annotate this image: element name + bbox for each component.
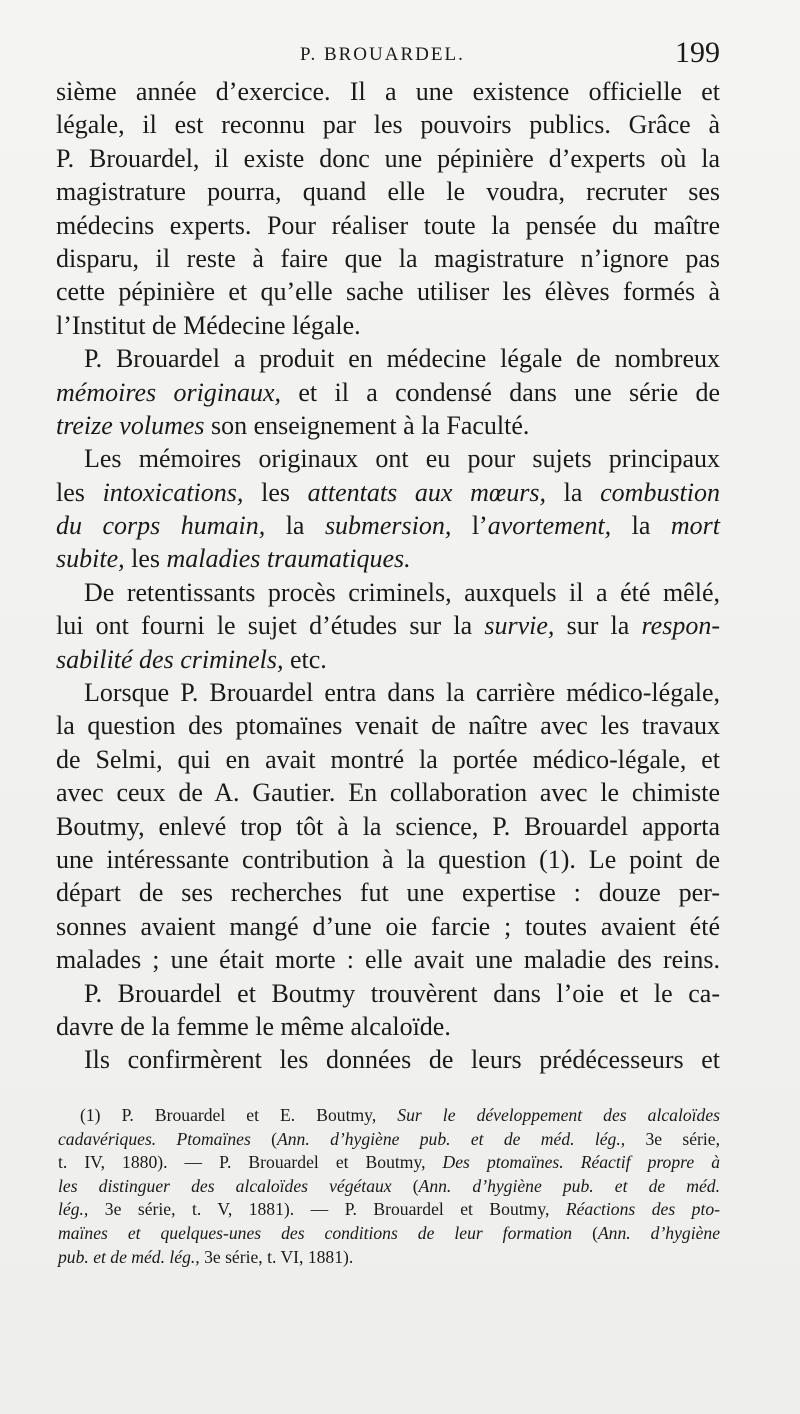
footnote-line [58, 1198, 720, 1222]
text-line: Les mémoires originaux ont eu pour sujets principaux [84, 444, 720, 474]
text-line [56, 509, 720, 542]
paragraph-4 [56, 576, 720, 676]
italic-text: cadavériques. Ptomaïnes [58, 1128, 251, 1149]
text-run: ( [391, 1175, 419, 1196]
text-line: sième année d’exercice. Il a une existence officielle et [56, 77, 720, 106]
text-run: ( [572, 1222, 598, 1243]
text-line: De retentissants procès criminels, auxquels il a été mêlé, [84, 577, 720, 607]
italic-text: Des ptomaïnes. Réactif propre à [442, 1152, 720, 1173]
text-line: une intéressante contribution à la question (1). Le point de [56, 844, 720, 874]
text-line: magistrature pourra, quand elle le voudra, recruter ses [56, 177, 720, 207]
text-line: la question des ptomaïnes venait de naître avec les travaux [56, 711, 720, 741]
text-line: l’Institut de Médecine légale. [56, 310, 361, 340]
footnote-line [58, 1175, 720, 1199]
text-line: légale, il est reconnu par les pouvoirs publics. Grâce à [56, 110, 720, 140]
paragraph-7 [56, 1043, 720, 1076]
text-line: Ils confirmèrent les données de leurs prédécesseurs et [84, 1045, 720, 1075]
italic-text: mort [670, 511, 721, 541]
text-line [56, 643, 720, 676]
italic-text: submersion, [324, 511, 452, 541]
italic-text: avortement, [487, 511, 612, 541]
text-run: 3e série, [625, 1128, 721, 1149]
text-line: avec ceux de A. Gautier. En collaboration avec le chimiste [56, 778, 720, 808]
italic-text: treize volumes [56, 410, 205, 440]
italic-text: combustion [600, 477, 721, 507]
footnote-line [58, 1222, 720, 1246]
italic-text: subite, [56, 544, 125, 574]
italic-text: maïnes et quelques-unes des conditions de leur formation [58, 1222, 573, 1243]
text-run: lui ont fourni le sujet d’études sur la [56, 611, 485, 641]
text-run: (1) P. Brouardel et E. Boutmy, [80, 1105, 398, 1125]
text-run: 3e série, t. V, 1881). — P. Brouardel et Boutmy, [88, 1199, 566, 1220]
text-run: etc. [283, 644, 327, 674]
paragraph-1 [56, 75, 720, 342]
italic-text: Sur le développement des alcaloïdes [397, 1105, 720, 1125]
running-title: P. BROUARDEL. [300, 44, 465, 65]
italic-text: survie, [484, 611, 555, 641]
italic-text: respon- [641, 611, 721, 641]
italic-text: Réactions des pto- [565, 1199, 720, 1220]
text-run: sur la [554, 611, 642, 641]
page-number: 199 [675, 36, 720, 69]
text-run: et il a condensé dans une série de [281, 377, 720, 407]
text-line: disparu, il reste à faire que la magistrature n’ignore pas [56, 243, 720, 273]
text-line [56, 609, 720, 642]
italic-text: attentats aux mœurs, [307, 477, 546, 507]
text-run: son enseignement à la Faculté. [204, 410, 530, 440]
italic-text: intoxications, [102, 477, 244, 507]
text-line [56, 542, 720, 575]
text-line: Boutmy, enlevé trop tôt à la science, P. Brouardel apporta [56, 811, 720, 841]
paragraph-6 [56, 977, 720, 1044]
italic-text: mémoires originaux, [56, 377, 282, 407]
text-line: médecins experts. Pour réaliser toute la pensée du maître [56, 210, 720, 240]
text-line [56, 376, 720, 409]
text-line: P. Brouardel, il existe donc une pépinière d’experts où la [56, 143, 720, 173]
text-run: les [124, 544, 167, 574]
text-run: la [265, 511, 325, 541]
text-run: les [243, 477, 308, 507]
text-run: les [56, 477, 103, 507]
footnote-line [58, 1128, 720, 1152]
text-line: départ de ses recherches fut une expertise : douze per- [56, 878, 720, 908]
text-line: de Selmi, qui en avait montré la portée médico-légale, et [56, 744, 720, 774]
italic-text: du corps humain, [56, 511, 266, 541]
italic-text: maladies traumatiques. [166, 544, 411, 574]
text-line: P. Brouardel a produit en médecine légale de nombreux [84, 344, 720, 374]
text-run: l’ [451, 511, 488, 541]
italic-text: Ann. d’hygiène [597, 1222, 721, 1243]
text-line: P. Brouardel et Boutmy trouvèrent dans l’oie et le ca- [84, 978, 720, 1008]
text-run: la [611, 511, 671, 541]
text-line [56, 409, 720, 442]
italic-text: pub. et de méd. lég., [58, 1246, 200, 1267]
paragraph-5 [56, 676, 720, 977]
text-line: cette pépinière et qu’elle sache utiliser les élèves formés à [56, 277, 720, 307]
italic-text: Ann. d’hygiène pub. et de méd. lég., [277, 1128, 626, 1149]
footnote-line [58, 1104, 720, 1128]
text-run: 3e série, t. VI, 1881). [199, 1246, 354, 1267]
text-run: la [545, 477, 601, 507]
text-run: ( [250, 1128, 277, 1149]
text-line: malades ; une était morte : elle avait une maladie des reins. [56, 945, 720, 975]
italic-text: lég., [58, 1199, 89, 1220]
main-text [56, 75, 720, 1077]
footnote-block [58, 1104, 720, 1269]
text-line: davre de la femme le même alcaloïde. [56, 1011, 451, 1041]
italic-text: les distinguer des alcaloïdes végétaux [58, 1175, 392, 1196]
text-run: t. IV, 1880). — P. Brouardel et Boutmy, [58, 1152, 443, 1173]
paragraph-2 [56, 342, 720, 442]
text-line [56, 476, 720, 509]
footnote-line [58, 1151, 720, 1175]
italic-text: Ann. d’hygiène pub. et de méd. [418, 1175, 720, 1196]
text-line: Lorsque P. Brouardel entra dans la carrière médico-légale, [84, 678, 720, 708]
footnote-line [58, 1246, 720, 1270]
text-line: sonnes avaient mangé d’une oie farcie ; toutes avaient été [56, 911, 720, 941]
paragraph-3 [56, 442, 720, 576]
italic-text: sabilité des criminels, [56, 644, 284, 674]
page-header [56, 34, 720, 74]
